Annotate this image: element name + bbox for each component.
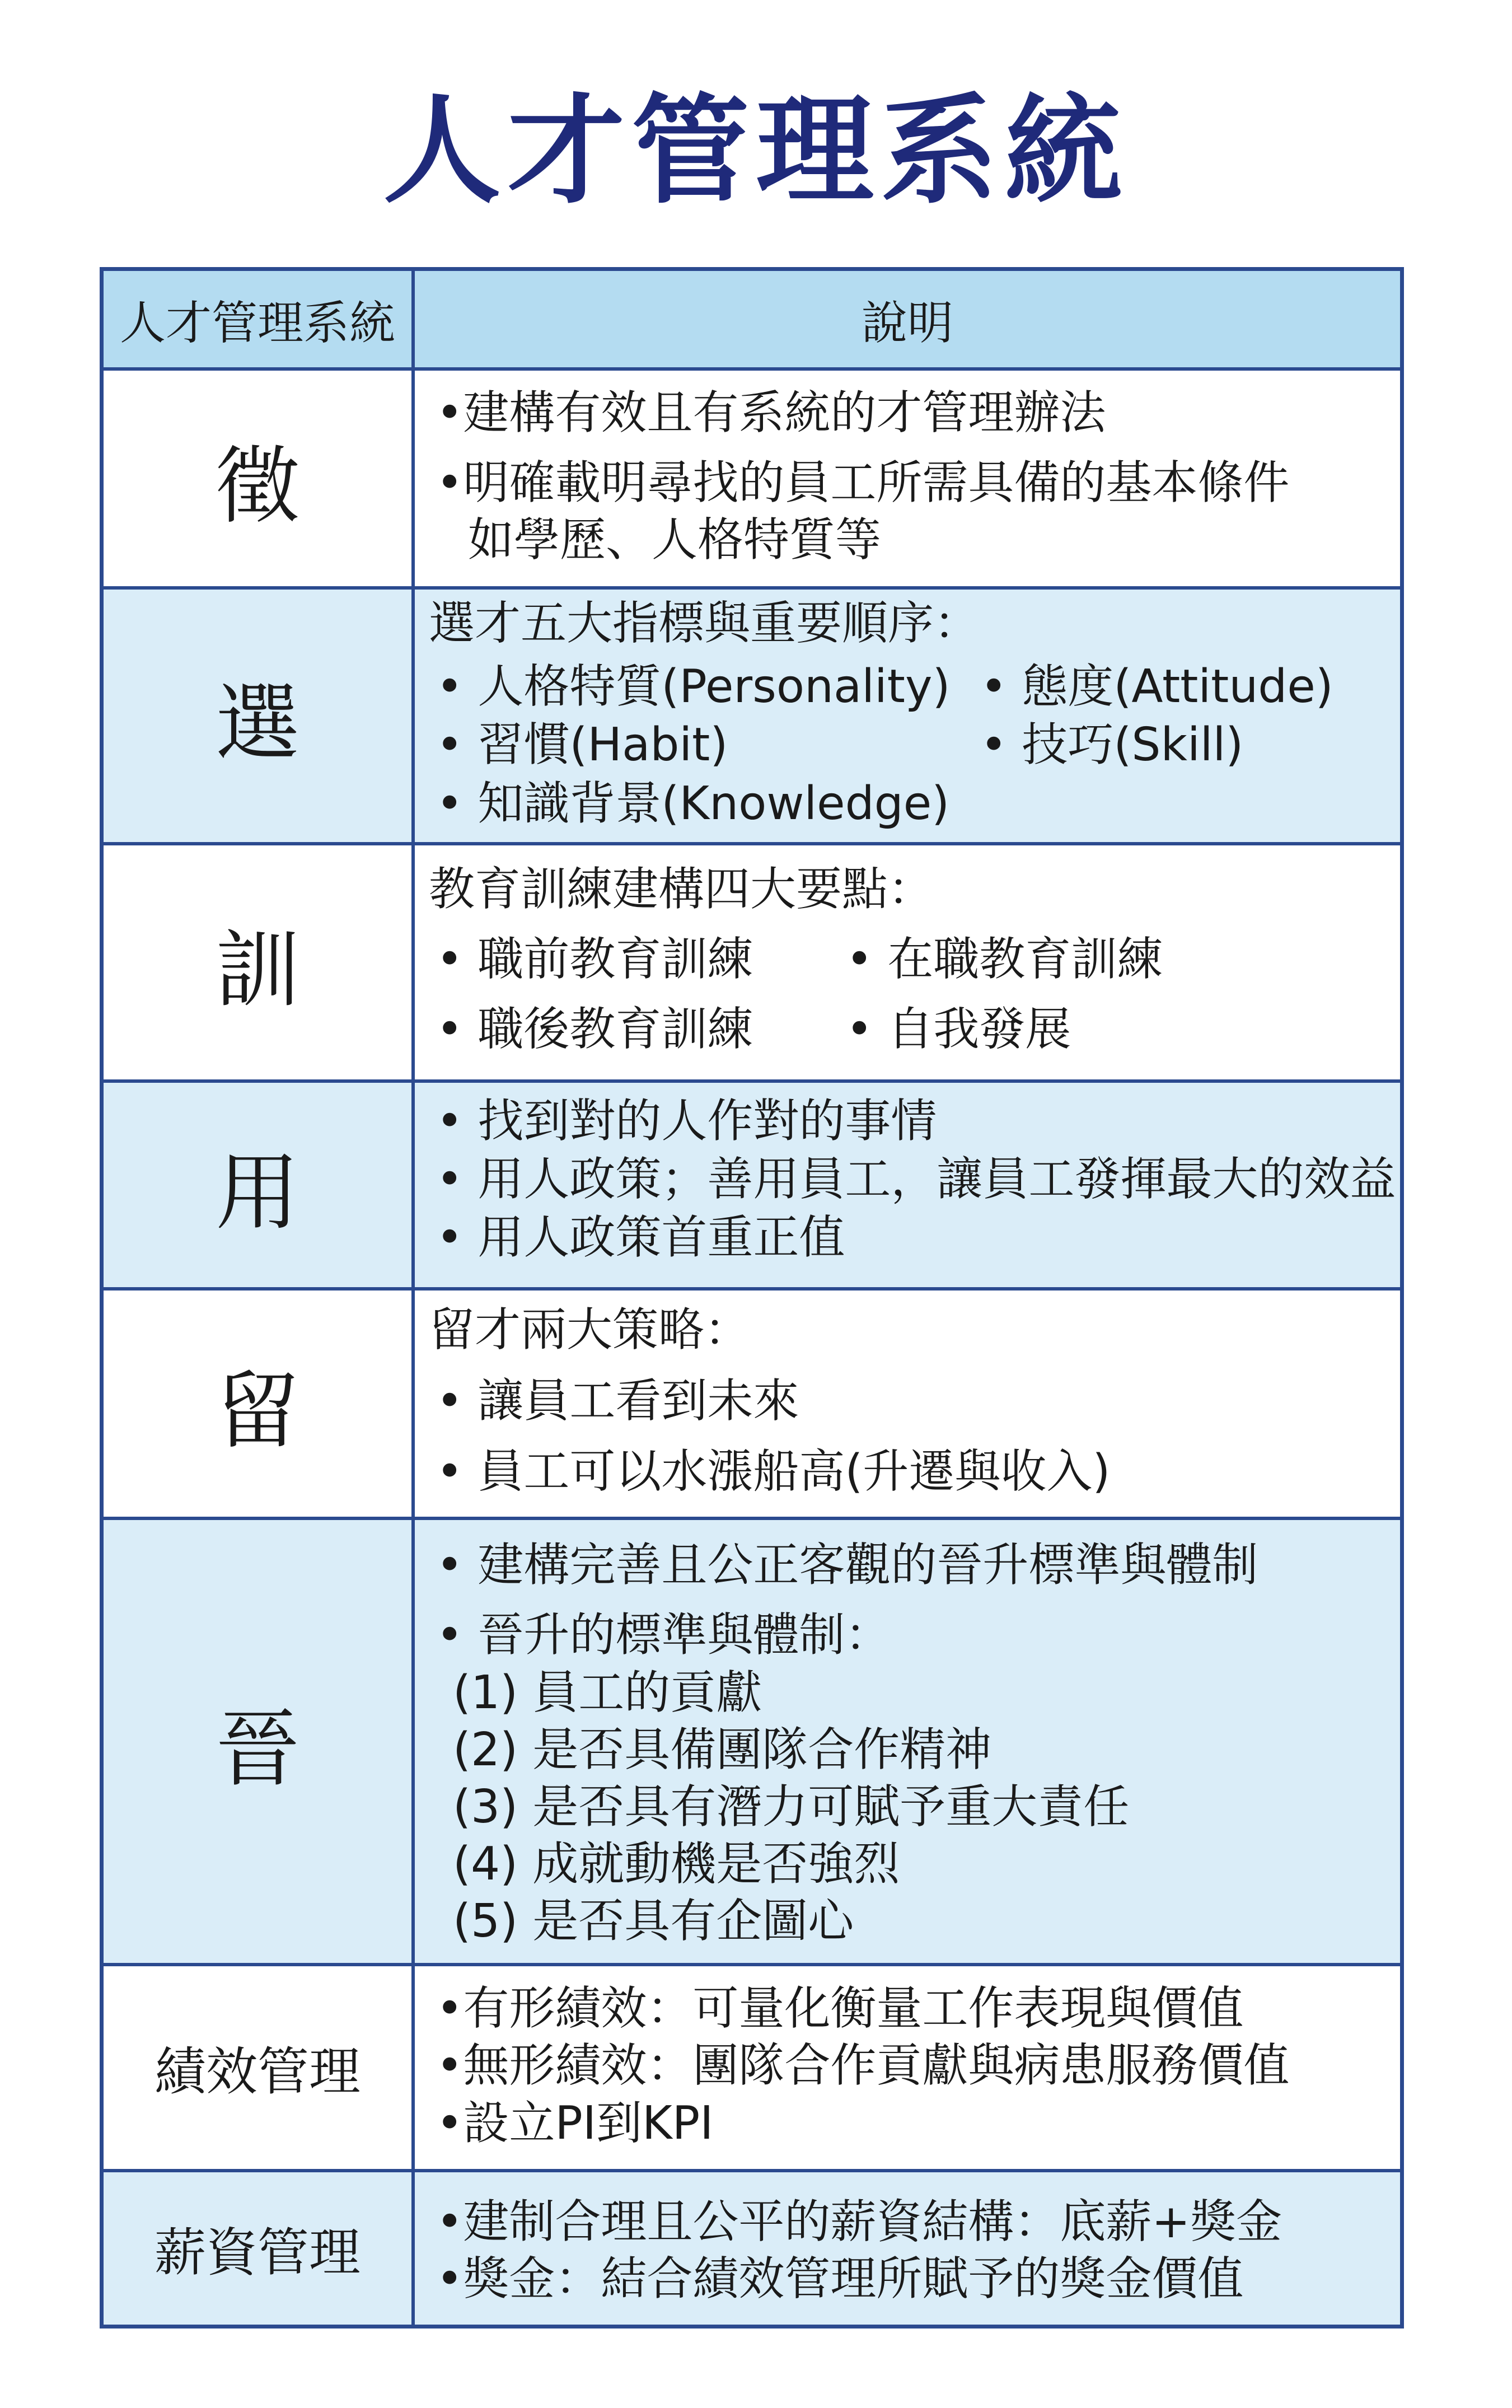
- table-row-promote: [104, 1517, 1400, 1963]
- row-intro: 教育訓練建構四大要點：: [429, 863, 934, 916]
- row-content: [415, 1083, 1400, 1287]
- list-item: • 晉升的標準與體制：: [436, 1609, 891, 1662]
- row-label: 績效管理: [104, 1966, 415, 2169]
- table-row-train: [104, 842, 1400, 1079]
- row-label: 薪資管理: [104, 2172, 415, 2325]
- header-description: 說明: [861, 296, 953, 350]
- row-label: 徵: [104, 371, 415, 586]
- row-label: 訓: [104, 845, 415, 1079]
- list-item: • 員工可以水漲船高(升遷與收入): [436, 1445, 1111, 1498]
- row-content: [415, 2172, 1400, 2325]
- list-item: •無形績效：團隊合作貢獻與病患服務價值: [436, 2039, 1290, 2092]
- list-item: • 用人政策首重正值: [436, 1211, 845, 1264]
- row-content: [415, 1520, 1400, 1963]
- list-item: • 職後教育訓練: [436, 1003, 753, 1056]
- list-item: (3) 是否具有潛力可賦予重大責任: [453, 1780, 1130, 1834]
- row-content: [415, 1290, 1400, 1517]
- list-item: •獎金：結合績效管理所賦予的獎金價值: [436, 2252, 1244, 2306]
- row-content: [415, 590, 1400, 842]
- list-item: •建制合理且公平的薪資結構：底薪+獎金: [436, 2195, 1282, 2248]
- row-content: [415, 371, 1400, 586]
- table-row-select: [104, 586, 1400, 842]
- list-item: • 人格特質(Personality): [436, 660, 951, 713]
- page-title: 人才管理系統: [383, 82, 1129, 219]
- list-item: • 用人政策；善用員工，讓員工發揮最大的效益: [436, 1153, 1396, 1206]
- list-item: •明確載明尋找的員工所需具備的基本條件: [436, 456, 1290, 509]
- list-item: • 技巧(Skill): [980, 718, 1244, 772]
- row-content: [415, 845, 1400, 1079]
- table-header-row: [104, 271, 1400, 367]
- list-item: • 找到對的人作對的事情: [436, 1095, 937, 1148]
- list-item: • 自我發展: [846, 1003, 1071, 1056]
- list-item: • 在職教育訓練: [846, 933, 1163, 986]
- table-row-salary: [104, 2169, 1400, 2325]
- row-label: 用: [104, 1083, 415, 1287]
- list-item: • 職前教育訓練: [436, 933, 753, 986]
- table-row-recruit: [104, 367, 1400, 586]
- list-item: • 知識背景(Knowledge): [436, 777, 950, 830]
- list-item: • 習慣(Habit): [436, 718, 728, 772]
- list-item: •建構有效且有系統的才管理辦法: [436, 386, 1106, 439]
- list-item: • 態度(Attitude): [980, 660, 1333, 713]
- list-item: •有形績效：可量化衡量工作表現與價值: [436, 1982, 1244, 2035]
- list-item: •設立PI到KPI: [436, 2097, 714, 2150]
- row-intro: 留才兩大策略：: [429, 1303, 751, 1357]
- list-item: • 讓員工看到未來: [436, 1374, 799, 1428]
- list-item: • 建構完善且公正客觀的晉升標準與體制: [436, 1539, 1258, 1592]
- row-label: 留: [104, 1290, 415, 1517]
- list-item: (5) 是否具有企圖心: [453, 1895, 854, 1948]
- table-row-employ: [104, 1079, 1400, 1287]
- list-item: (1) 員工的貢獻: [453, 1666, 762, 1719]
- table-row-performance: [104, 1963, 1400, 2169]
- list-item: (4) 成就動機是否強烈: [453, 1837, 900, 1891]
- row-label: 選: [104, 590, 415, 842]
- header-system: 人才管理系統: [104, 271, 415, 367]
- talent-management-table: [100, 267, 1404, 2328]
- list-item: (2) 是否具備團隊合作精神: [453, 1723, 992, 1776]
- list-item: 如學歷、人格特質等: [468, 513, 882, 567]
- row-content: [415, 1966, 1400, 2169]
- row-label: 晉: [104, 1520, 415, 1963]
- row-intro: 選才五大指標與重要順序：: [429, 597, 980, 650]
- table-row-retain: [104, 1287, 1400, 1517]
